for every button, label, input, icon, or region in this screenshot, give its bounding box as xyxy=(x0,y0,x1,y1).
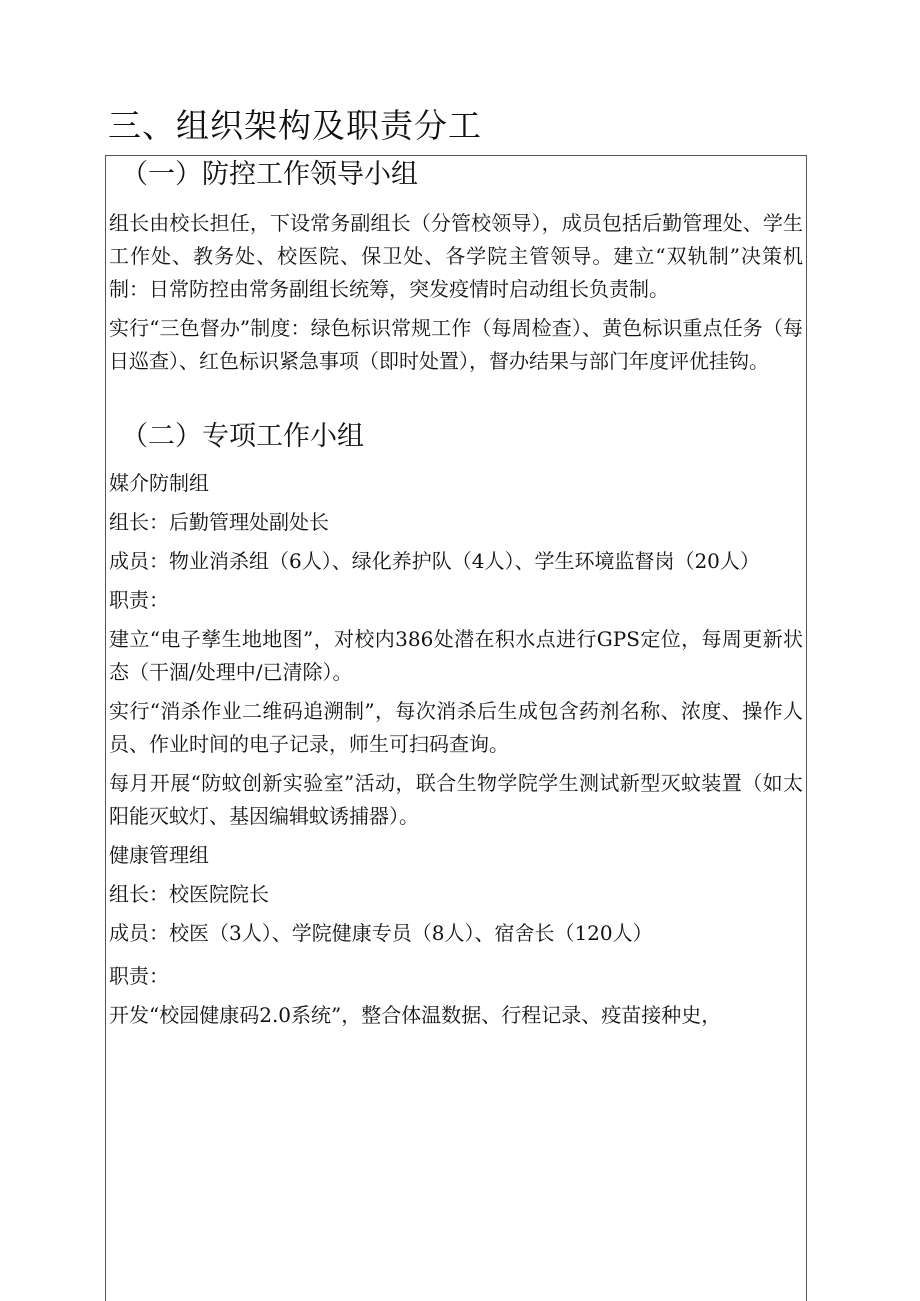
content-cell xyxy=(109,156,803,1032)
vector-control-members: 成员：物业消杀组（6人）、绿化养护队（4人）、学生环境监督岗（20人） xyxy=(109,549,760,573)
health-management-members: 成员：校医（3人）、学院健康专员（8人）、宿舍长（120人） xyxy=(109,921,653,945)
duty-mosquito-innovation-lab: 每月开展“防蚊创新实验室”活动，联合生物学院学生测试新型灭蚊装置（如太阳能灭蚊灯、基因编辑蚊诱捕器）。 xyxy=(109,771,803,828)
duty-health-code-system: 开发“校园健康码2.0系统”，整合体温数据、行程记录、疫苗接种史， xyxy=(109,1003,722,1027)
section-heading-special-groups: （二）专项工作小组 xyxy=(121,421,364,452)
page-title: 三、组织架构及职责分工 xyxy=(108,106,482,145)
subgroup-title-health-management: 健康管理组 xyxy=(109,843,209,867)
duty-breeding-site-map: 建立“电子孳生地地图”，对校内386处潜在积水点进行GPS定位，每周更新状态（干涸/处理中/已清除）。 xyxy=(109,627,803,684)
subgroup-title-vector-control: 媒介防制组 xyxy=(109,471,209,495)
health-management-duties-label: 职责： xyxy=(109,964,169,988)
paragraph-three-color-supervision: 实行“三色督办”制度：绿色标识常规工作（每周检查）、黄色标识重点任务（每日巡查）、红色标识紧急事项（即时处置），督办结果与部门年度评优挂钩。 xyxy=(109,316,803,373)
vector-control-duties-label: 职责： xyxy=(109,588,169,612)
duty-disinfection-qr-tracing: 实行“消杀作业二维码追溯制”，每次消杀后生成包含药剂名称、浓度、操作人员、作业时间的电子记录，师生可扫码查询。 xyxy=(109,699,803,756)
paragraph-leadership-structure: 组长由校长担任，下设常务副组长（分管校领导），成员包括后勤管理处、学生工作处、教务处、校医院、保卫处、各学院主管领导。建立“双轨制”决策机制：日常防控由常务副组长统筹，突发疫情时启动组长负责制。 xyxy=(109,211,803,301)
vector-control-leader: 组长：后勤管理处副处长 xyxy=(109,510,329,534)
health-management-leader: 组长：校医院院长 xyxy=(109,882,269,906)
section-heading-leadership-group: （一）防控工作领导小组 xyxy=(121,159,418,190)
